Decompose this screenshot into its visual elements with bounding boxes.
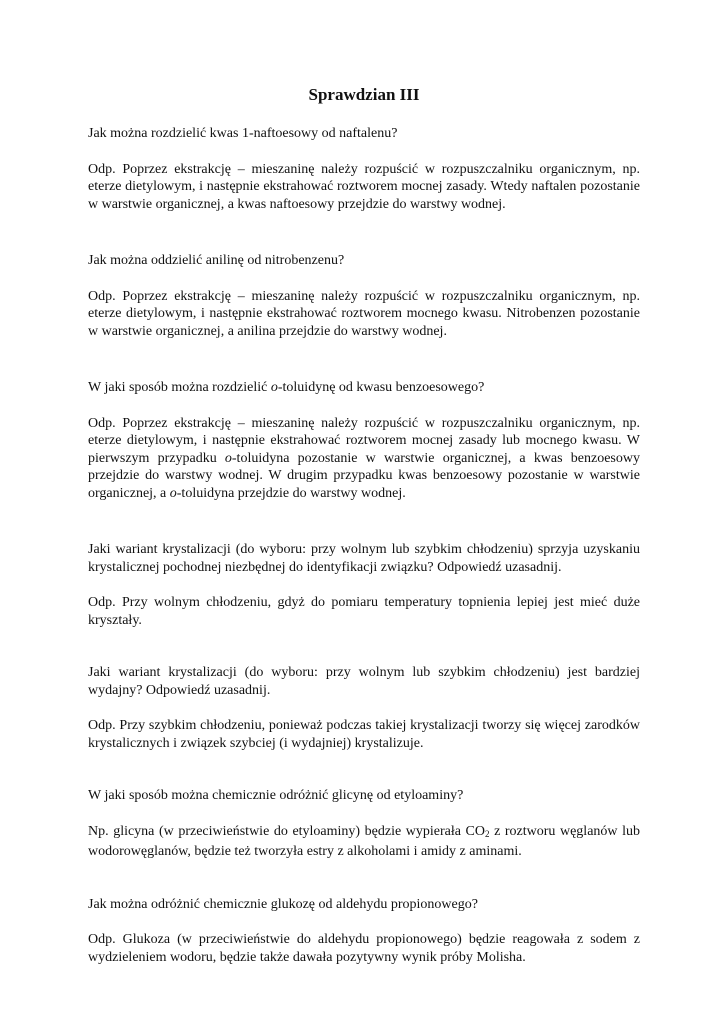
answer-6-text-b: z roztworu węglanów lub wodorowęglanów, będzie też tworzyła estry z alkoholami i amidy z aminami. — [88, 823, 640, 859]
answer-5: Odp. Przy szybkim chłodzeniu, ponieważ podczas takiej krystalizacji tworzy się więcej zarodków krystalicznych i związek szybciej (i wydajniej) krystalizuje. — [88, 718, 640, 751]
question-3 — [88, 379, 640, 397]
answer-3-italic-a: o — [224, 450, 232, 466]
question-3-text-a: W jaki sposób można rozdzielić — [88, 380, 271, 395]
answer-7: Odp. Glukoza (w przeciwieństwie do aldehydu propionowego) będzie reagowała z sodem z wydzieleniem wodoru, będzie także dawała pozytywny wynik próby Molisha. — [88, 932, 640, 965]
document-page — [88, 84, 640, 966]
answer-2: Odp. Poprzez ekstrakcję – mieszaninę należy rozpuścić w rozpuszczalniku organicznym, np. eterze dietylowym, i następnie ekstrahować roztworem mocnego kwasu. Nitrobenzen pozostanie w warstwie organicznej, a anilina przejdzie do warstwy wodnej. — [88, 288, 640, 339]
qa-item-5 — [88, 664, 640, 752]
answer-3-text-b: -toluidyna pozostanie w warstwie organicznej, a kwas benzoesowy przejdzie do warstwy wodnej. W drugim przypadku kwas benzoesowy pozostanie w warstwie organicznej, a — [88, 450, 640, 501]
answer-3-text-a: Odp. Poprzez ekstrakcję – mieszaninę należy rozpuścić w rozpuszczalniku organicznym, np. eterze dietylowym, i następnie ekstrahować roztworem mocnej zasady lub mocnego kwasu. W pierwszym przypadku — [88, 415, 640, 466]
question-4: Jaki wariant krystalizacji (do wyboru: przy wolnym lub szybkim chłodzeniu) sprzyja uzyskaniu krystalicznej pochodnej niezbędnej do identyfikacji związku? Odpowiedź uzasadnij. — [88, 542, 640, 575]
qa-item-2 — [88, 252, 640, 340]
answer-3-italic-b: o — [169, 485, 177, 501]
qa-item-6 — [88, 787, 640, 861]
answer-1: Odp. Poprzez ekstrakcję – mieszaninę należy rozpuścić w rozpuszczalniku organicznym, np. eterze dietylowym, i następnie ekstrahować roztworem mocnej zasady. Wtedy naftalen pozostanie w warstwie organicznej, a kwas naftoesowy przejdzie do warstwy wodnej. — [88, 161, 640, 212]
question-2: Jak można oddzielić anilinę od nitrobenzenu? — [88, 253, 345, 268]
answer-3 — [88, 415, 640, 503]
answer-6 — [88, 823, 640, 861]
co2-subscript: 2 — [485, 828, 490, 839]
qa-item-1 — [88, 125, 640, 213]
question-7: Jak można odróżnić chemicznie glukozę od aldehydu propionowego? — [88, 896, 478, 912]
question-3-italic: o — [270, 380, 278, 395]
question-3-text-b: -toluidynę od kwasu benzoesowego? — [277, 380, 485, 395]
qa-item-7 — [88, 896, 640, 967]
question-1: Jak można rozdzielić kwas 1-naftoesowy od naftalenu? — [88, 126, 398, 141]
qa-item-4 — [88, 541, 640, 629]
qa-item-3 — [88, 379, 640, 502]
page-title: Sprawdzian III — [308, 85, 420, 104]
answer-3-text-c: -toluidyna przejdzie do warstwy wodnej. — [176, 485, 406, 501]
answer-6-text-a: Np. glicyna (w przeciwieństwie do etyloaminy) będzie wypierała CO — [88, 823, 485, 839]
answer-4: Odp. Przy wolnym chłodzeniu, gdyż do pomiaru temperatury topnienia lepiej jest mieć duże kryształy. — [88, 595, 640, 628]
question-6: W jaki sposób można chemicznie odróżnić glicynę od etyloaminy? — [88, 788, 464, 803]
question-5: Jaki wariant krystalizacji (do wyboru: przy wolnym lub szybkim chłodzeniu) jest bardziej wydajny? Odpowiedź uzasadnij. — [88, 665, 640, 698]
